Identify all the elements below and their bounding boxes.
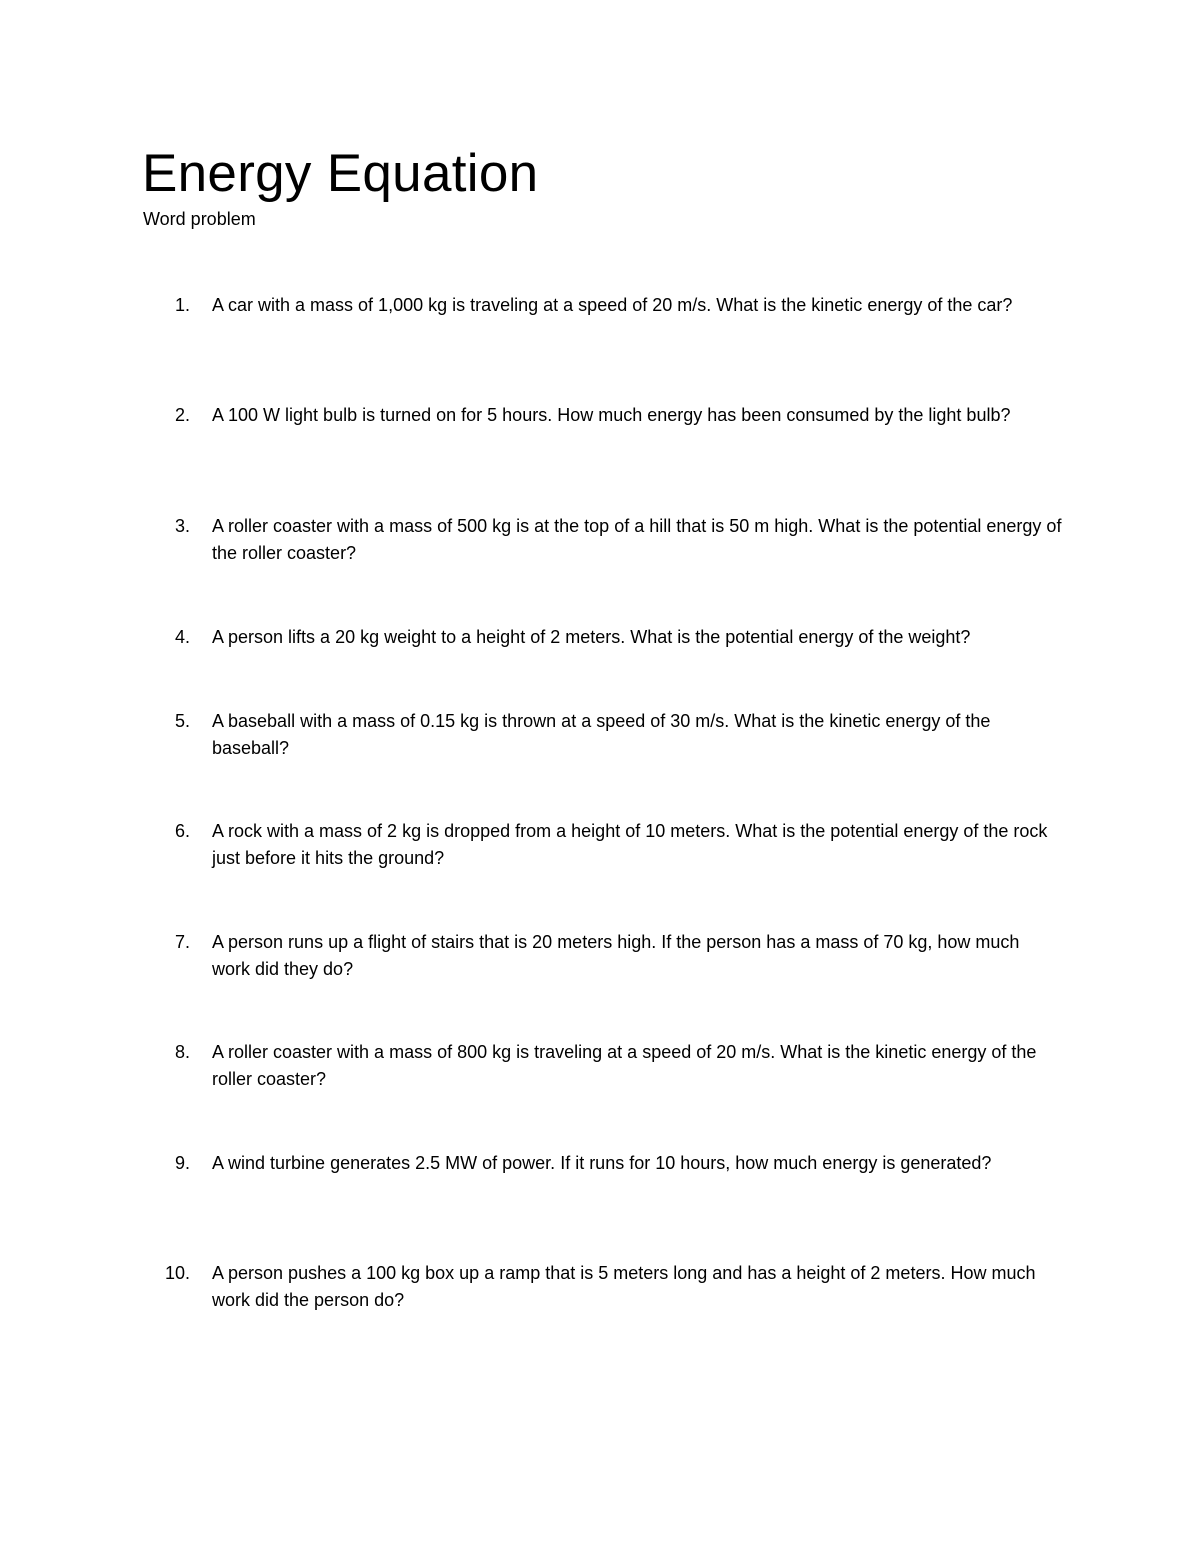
question-item-3 [0, 513, 1200, 573]
question-text: A roller coaster with a mass of 800 kg is traveling at a speed of 20 m/s. What is the kinetic energy of the roller coaster? [212, 1042, 1037, 1089]
question-text: A baseball with a mass of 0.15 kg is thrown at a speed of 30 m/s. What is the kinetic energy of the baseball? [212, 711, 991, 758]
question-number: 10. [164, 1263, 190, 1283]
question-text: A car with a mass of 1,000 kg is traveling at a speed of 20 m/s. What is the kinetic energy of the car? [212, 295, 1013, 315]
question-number: 1. [174, 295, 190, 315]
question-number: 9. [174, 1153, 190, 1173]
question-number: 5. [174, 711, 190, 731]
question-item-10 [0, 1260, 1200, 1320]
question-number: 6. [174, 821, 190, 841]
question-text: A person runs up a flight of stairs that is 20 meters high. If the person has a mass of 70 kg, how much work did they do? [212, 932, 1020, 979]
page-subtitle: Word problem [143, 209, 256, 229]
question-text: A person pushes a 100 kg box up a ramp that is 5 meters long and has a height of 2 meters. How much work did the person do? [212, 1263, 1036, 1310]
question-number: 2. [174, 405, 190, 425]
question-number: 3. [174, 516, 190, 536]
page-title: Energy Equation [142, 144, 539, 203]
question-item-9 [0, 1150, 1200, 1210]
question-number: 8. [174, 1042, 190, 1062]
question-item-4 [0, 624, 1200, 684]
question-text: A person lifts a 20 kg weight to a height of 2 meters. What is the potential energy of the weight? [212, 627, 971, 647]
question-item-1 [0, 292, 1200, 352]
question-text: A wind turbine generates 2.5 MW of power. If it runs for 10 hours, how much energy is generated? [212, 1153, 992, 1173]
question-item-5 [0, 708, 1200, 768]
question-item-2 [0, 402, 1200, 462]
question-text: A 100 W light bulb is turned on for 5 hours. How much energy has been consumed by the light bulb? [212, 405, 1011, 425]
question-item-6 [0, 818, 1200, 878]
question-text: A rock with a mass of 2 kg is dropped from a height of 10 meters. What is the potential energy of the rock just before it hits the ground? [212, 821, 1048, 868]
question-text: A roller coaster with a mass of 500 kg is at the top of a hill that is 50 m high. What is the potential energy of the roller coaster? [212, 516, 1062, 563]
question-number: 4. [174, 627, 190, 647]
question-item-7 [0, 929, 1200, 989]
question-number: 7. [174, 932, 190, 952]
question-item-8 [0, 1039, 1200, 1099]
